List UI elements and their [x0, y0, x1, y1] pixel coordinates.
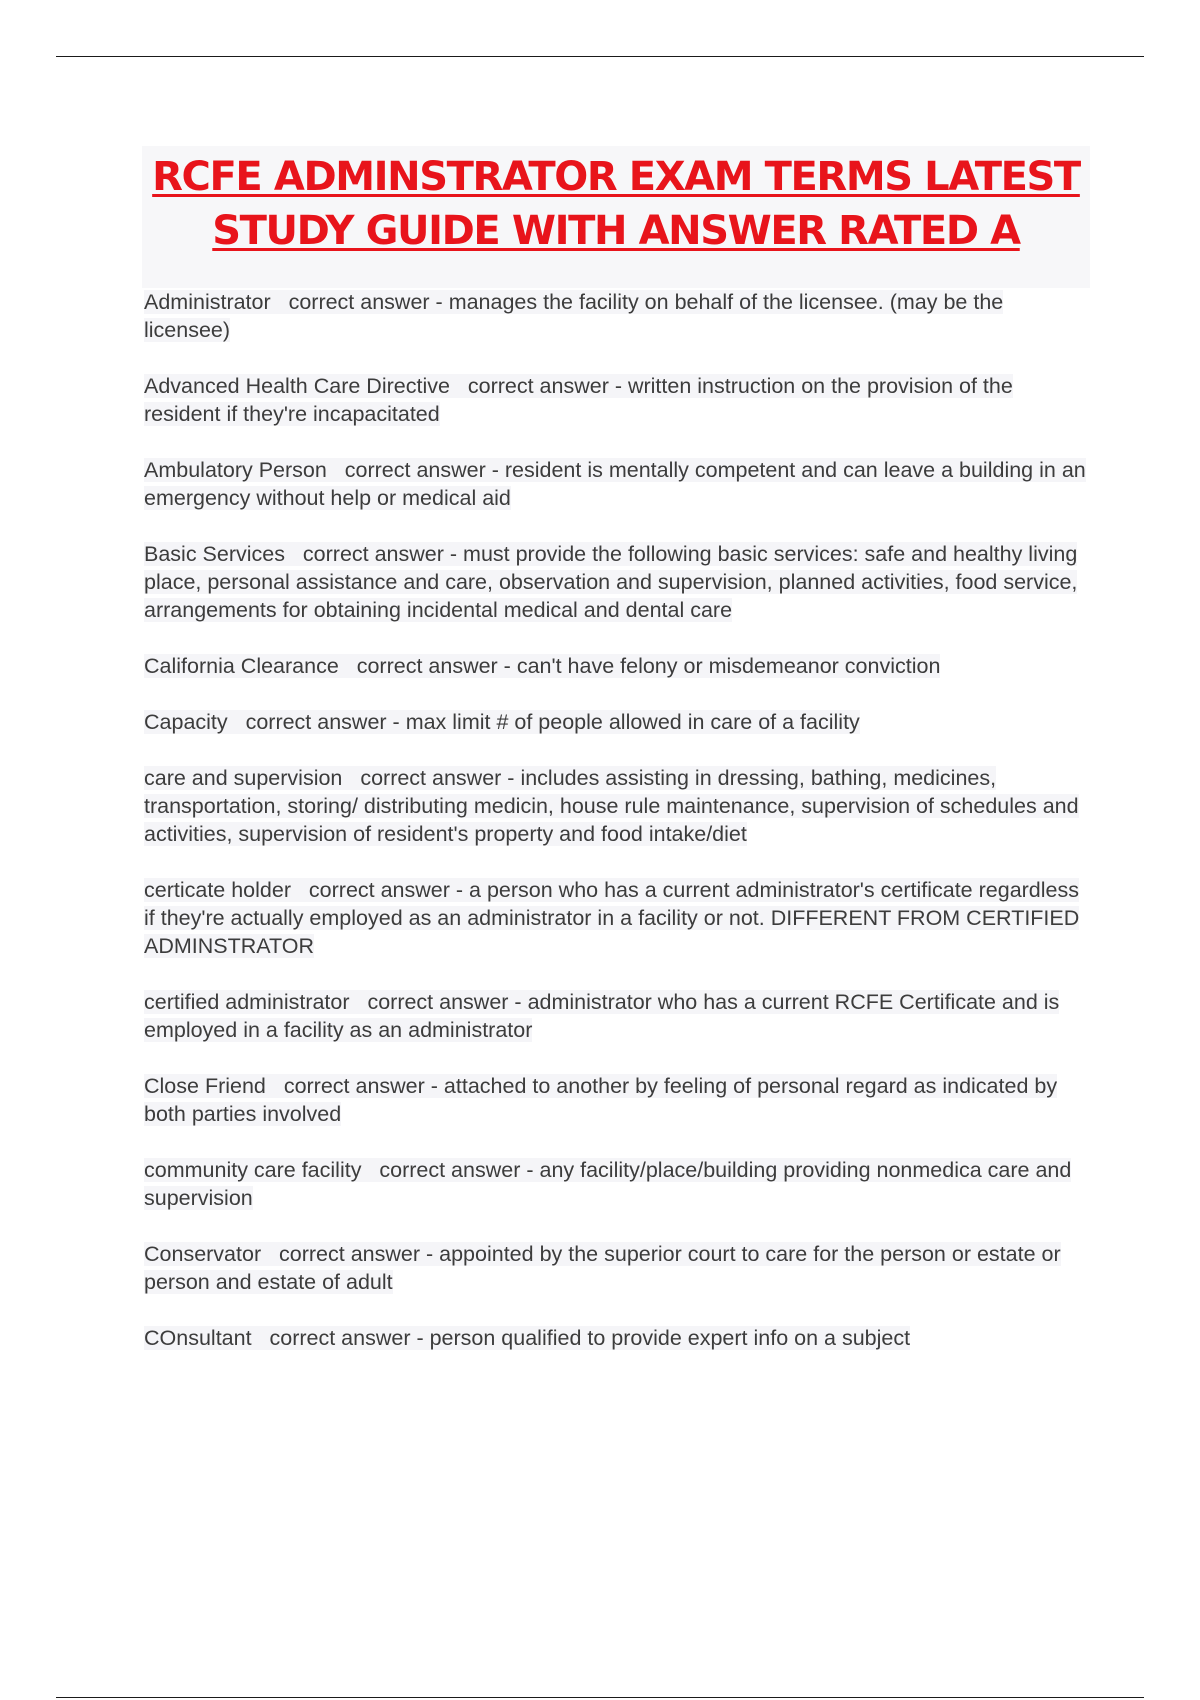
term-definition: includes assisting in dressing, bathing, medicines, transportation, storing/ distributing medicin, house rule maintenance, supervision of schedules and activities, supervision of resident's property and food intake/diet [144, 766, 1079, 846]
term-entry-text [144, 1074, 1057, 1126]
term-entry [144, 1156, 1094, 1212]
term-entry-text [144, 766, 1079, 846]
term-entry [144, 1240, 1094, 1296]
answer-separator: correct answer - [344, 458, 499, 482]
term-name: Close Friend [144, 1074, 266, 1098]
top-rule [56, 56, 1144, 57]
answer-separator: correct answer - [283, 1074, 438, 1098]
term-name: Advanced Health Care Directive [144, 374, 450, 398]
term-entry [144, 540, 1094, 624]
answer-separator: correct answer - [367, 990, 522, 1014]
answer-separator: correct answer - [269, 1326, 424, 1350]
term-entry-text [144, 1158, 1071, 1210]
term-entry [144, 764, 1094, 848]
term-definition: max limit # of people allowed in care of a facility [405, 710, 860, 734]
term-entry [144, 372, 1094, 428]
term-entry [144, 288, 1094, 344]
term-definition: must provide the following basic services: safe and healthy living place, personal assistance and care, observation and supervision, planned activities, food service, arrangements for obtaining incidental medical and dental care [144, 542, 1078, 622]
term-name: certicate holder [144, 878, 291, 902]
term-definition: attached to another by feeling of personal regard as indicated by both parties involved [144, 1074, 1058, 1126]
term-definition: manages the facility on behalf of the licensee. (may be the licensee) [144, 290, 1004, 342]
answer-separator: correct answer - [279, 1242, 434, 1266]
term-entry [144, 456, 1094, 512]
document-title [152, 154, 1080, 254]
answer-separator: correct answer - [379, 1158, 534, 1182]
answer-separator: correct answer - [302, 542, 458, 566]
answer-separator: correct answer - [360, 766, 515, 790]
term-entry-text [144, 542, 1077, 622]
answer-separator: correct answer - [467, 374, 622, 398]
term-entry [144, 1324, 1094, 1352]
title-line-1: RCFE ADMINSTRATOR EXAM TERMS LATEST [152, 154, 1080, 200]
answer-separator: correct answer - [288, 290, 443, 314]
title-block [142, 146, 1090, 288]
term-entry [144, 1072, 1094, 1128]
term-entry [144, 708, 1094, 736]
bottom-rule [56, 1697, 1144, 1698]
term-definition: can't have felony or misdemeanor conviction [516, 654, 941, 678]
page-content [144, 146, 1094, 1380]
term-entry-text [144, 290, 1003, 342]
answer-separator: correct answer - [308, 878, 464, 902]
term-name: COnsultant [144, 1326, 252, 1350]
title-line-2: STUDY GUIDE WITH ANSWER RATED A [212, 208, 1020, 254]
term-definition: any facility/place/building providing nonmedica care and supervision [144, 1158, 1072, 1210]
term-name: Conservator [144, 1242, 262, 1266]
term-name: California Clearance [144, 654, 339, 678]
term-name: certified administrator [144, 990, 350, 1014]
term-name: care and supervision [144, 766, 343, 790]
term-entry-text [144, 374, 1013, 426]
term-entry-text [144, 1242, 1061, 1294]
term-entry-text [144, 458, 1086, 510]
term-entry-text [144, 654, 940, 678]
term-name: community care facility [144, 1158, 362, 1182]
term-definition: resident is mentally competent and can leave a building in an emergency without help or medical aid [144, 458, 1086, 510]
term-name: Capacity [144, 710, 228, 734]
term-definition: a person who has a current administrator's certificate regardless if they're actually employed as an administrator in a facility or not. DIFFERENT FROM CERTIFIED ADMINSTRATOR [144, 878, 1080, 958]
answer-separator: correct answer - [356, 654, 511, 678]
term-entry-text [144, 710, 860, 734]
term-entry [144, 876, 1094, 960]
term-name: Ambulatory Person [144, 458, 327, 482]
term-entry-text [144, 1326, 910, 1350]
term-entry [144, 652, 1094, 680]
term-definition: administrator who has a current RCFE Certificate and is employed in a facility as an administrator [144, 990, 1060, 1042]
term-name: Administrator [144, 290, 271, 314]
answer-separator: correct answer - [245, 710, 400, 734]
term-entry-text [144, 878, 1079, 958]
term-entry [144, 988, 1094, 1044]
term-definition: written instruction on the provision of the resident if they're incapacitated [144, 374, 1013, 426]
term-definition: appointed by the superior court to care for the person or estate or person and estate of adult [144, 1242, 1061, 1294]
term-name: Basic Services [144, 542, 285, 566]
terms-list [144, 288, 1094, 1352]
term-entry-text [144, 990, 1059, 1042]
term-definition: person qualified to provide expert info on a subject [429, 1326, 911, 1350]
